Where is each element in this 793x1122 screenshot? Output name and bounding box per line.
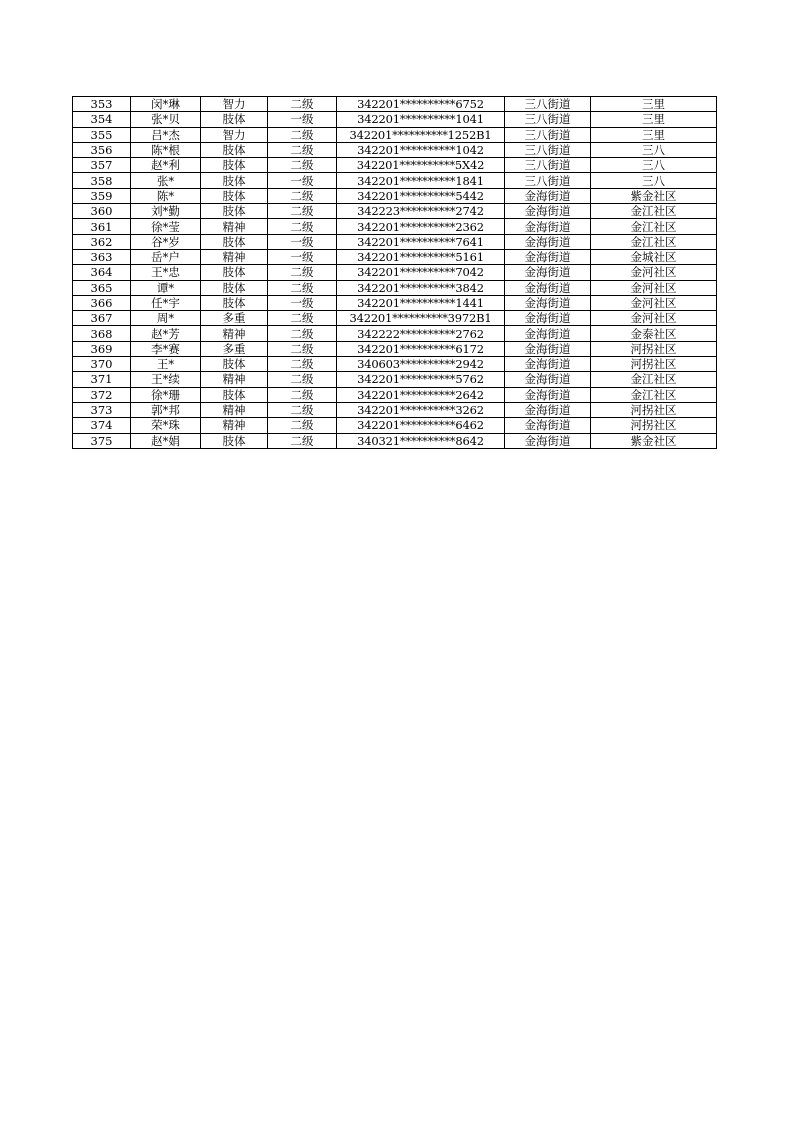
grade-cell: 二级 bbox=[268, 372, 337, 387]
community-cell: 金泰社区 bbox=[591, 326, 717, 341]
seq-no-cell: 369 bbox=[73, 341, 131, 356]
disability-type-cell: 肢体 bbox=[201, 387, 268, 402]
table-row bbox=[73, 97, 717, 112]
seq-no-cell: 364 bbox=[73, 265, 131, 280]
community-cell: 金江社区 bbox=[591, 204, 717, 219]
name-cell: 王*忠 bbox=[131, 265, 201, 280]
disability-type-cell: 肢体 bbox=[201, 158, 268, 173]
grade-cell: 二级 bbox=[268, 341, 337, 356]
name-cell: 张*贝 bbox=[131, 112, 201, 127]
subdistrict-cell: 金海街道 bbox=[505, 188, 591, 203]
seq-no-cell: 363 bbox=[73, 249, 131, 264]
community-cell: 金江社区 bbox=[591, 372, 717, 387]
subdistrict-cell: 金海街道 bbox=[505, 265, 591, 280]
id-number-cell: 342201**********6462 bbox=[337, 418, 505, 433]
community-cell: 金江社区 bbox=[591, 234, 717, 249]
disability-type-cell: 肢体 bbox=[201, 188, 268, 203]
community-cell: 三八 bbox=[591, 142, 717, 157]
community-cell: 河拐社区 bbox=[591, 402, 717, 417]
community-cell: 金江社区 bbox=[591, 387, 717, 402]
table-row bbox=[73, 142, 717, 157]
grade-cell: 一级 bbox=[268, 173, 337, 188]
subdistrict-cell: 金海街道 bbox=[505, 402, 591, 417]
id-number-cell: 342201**********1841 bbox=[337, 173, 505, 188]
community-cell: 金河社区 bbox=[591, 265, 717, 280]
grade-cell: 二级 bbox=[268, 265, 337, 280]
table-row bbox=[73, 341, 717, 356]
seq-no-cell: 374 bbox=[73, 418, 131, 433]
subdistrict-cell: 金海街道 bbox=[505, 311, 591, 326]
disability-type-cell: 多重 bbox=[201, 341, 268, 356]
seq-no-cell: 360 bbox=[73, 204, 131, 219]
grade-cell: 二级 bbox=[268, 326, 337, 341]
name-cell: 任*宇 bbox=[131, 295, 201, 310]
grade-cell: 二级 bbox=[268, 188, 337, 203]
name-cell: 赵*芳 bbox=[131, 326, 201, 341]
grade-cell: 二级 bbox=[268, 142, 337, 157]
seq-no-cell: 371 bbox=[73, 372, 131, 387]
subdistrict-cell: 金海街道 bbox=[505, 357, 591, 372]
id-number-cell: 342201**********1252B1 bbox=[337, 127, 505, 142]
grade-cell: 二级 bbox=[268, 402, 337, 417]
id-number-cell: 342223**********2742 bbox=[337, 204, 505, 219]
roster-sheet bbox=[72, 96, 717, 449]
grade-cell: 二级 bbox=[268, 204, 337, 219]
subdistrict-cell: 金海街道 bbox=[505, 249, 591, 264]
subdistrict-cell: 三八街道 bbox=[505, 158, 591, 173]
id-number-cell: 342201**********2642 bbox=[337, 387, 505, 402]
seq-no-cell: 354 bbox=[73, 112, 131, 127]
grade-cell: 一级 bbox=[268, 112, 337, 127]
seq-no-cell: 367 bbox=[73, 311, 131, 326]
community-cell: 紫金社区 bbox=[591, 188, 717, 203]
table-row bbox=[73, 158, 717, 173]
subdistrict-cell: 金海街道 bbox=[505, 204, 591, 219]
grade-cell: 二级 bbox=[268, 418, 337, 433]
name-cell: 谭* bbox=[131, 280, 201, 295]
community-cell: 金河社区 bbox=[591, 280, 717, 295]
subdistrict-cell: 金海街道 bbox=[505, 341, 591, 356]
community-cell: 三八 bbox=[591, 158, 717, 173]
id-number-cell: 342201**********6752 bbox=[337, 97, 505, 112]
name-cell: 张* bbox=[131, 173, 201, 188]
seq-no-cell: 368 bbox=[73, 326, 131, 341]
table-row bbox=[73, 311, 717, 326]
disability-type-cell: 精神 bbox=[201, 418, 268, 433]
table-row bbox=[73, 387, 717, 402]
grade-cell: 一级 bbox=[268, 249, 337, 264]
table-row bbox=[73, 219, 717, 234]
id-number-cell: 342201**********1042 bbox=[337, 142, 505, 157]
grade-cell: 二级 bbox=[268, 280, 337, 295]
subdistrict-cell: 金海街道 bbox=[505, 234, 591, 249]
community-cell: 紫金社区 bbox=[591, 433, 717, 448]
seq-no-cell: 356 bbox=[73, 142, 131, 157]
name-cell: 赵*娟 bbox=[131, 433, 201, 448]
id-number-cell: 342201**********3972B1 bbox=[337, 311, 505, 326]
disability-type-cell: 肢体 bbox=[201, 357, 268, 372]
table-row bbox=[73, 173, 717, 188]
community-cell: 河拐社区 bbox=[591, 418, 717, 433]
seq-no-cell: 358 bbox=[73, 173, 131, 188]
disability-type-cell: 精神 bbox=[201, 372, 268, 387]
table-row bbox=[73, 372, 717, 387]
grade-cell: 二级 bbox=[268, 158, 337, 173]
seq-no-cell: 355 bbox=[73, 127, 131, 142]
subdistrict-cell: 三八街道 bbox=[505, 173, 591, 188]
subdistrict-cell: 金海街道 bbox=[505, 295, 591, 310]
id-number-cell: 342201**********1441 bbox=[337, 295, 505, 310]
id-number-cell: 342201**********5442 bbox=[337, 188, 505, 203]
disability-type-cell: 智力 bbox=[201, 97, 268, 112]
id-number-cell: 342201**********5161 bbox=[337, 249, 505, 264]
disability-roster-table bbox=[72, 96, 717, 449]
name-cell: 王* bbox=[131, 357, 201, 372]
grade-cell: 二级 bbox=[268, 357, 337, 372]
disability-type-cell: 精神 bbox=[201, 326, 268, 341]
id-number-cell: 342201**********3842 bbox=[337, 280, 505, 295]
table-row bbox=[73, 265, 717, 280]
id-number-cell: 342201**********2362 bbox=[337, 219, 505, 234]
seq-no-cell: 372 bbox=[73, 387, 131, 402]
community-cell: 三里 bbox=[591, 127, 717, 142]
name-cell: 荣*珠 bbox=[131, 418, 201, 433]
table-row bbox=[73, 357, 717, 372]
name-cell: 吕*杰 bbox=[131, 127, 201, 142]
subdistrict-cell: 三八街道 bbox=[505, 97, 591, 112]
disability-type-cell: 肢体 bbox=[201, 173, 268, 188]
community-cell: 金江社区 bbox=[591, 219, 717, 234]
table-row bbox=[73, 295, 717, 310]
grade-cell: 一级 bbox=[268, 234, 337, 249]
table-row bbox=[73, 280, 717, 295]
community-cell: 三里 bbox=[591, 97, 717, 112]
table-row bbox=[73, 418, 717, 433]
disability-type-cell: 精神 bbox=[201, 402, 268, 417]
grade-cell: 二级 bbox=[268, 97, 337, 112]
roster-body bbox=[73, 97, 717, 449]
subdistrict-cell: 金海街道 bbox=[505, 433, 591, 448]
community-cell: 金城社区 bbox=[591, 249, 717, 264]
table-row bbox=[73, 402, 717, 417]
id-number-cell: 342201**********7641 bbox=[337, 234, 505, 249]
disability-type-cell: 肢体 bbox=[201, 112, 268, 127]
table-row bbox=[73, 234, 717, 249]
name-cell: 徐*莹 bbox=[131, 219, 201, 234]
grade-cell: 二级 bbox=[268, 433, 337, 448]
disability-type-cell: 精神 bbox=[201, 249, 268, 264]
table-row bbox=[73, 127, 717, 142]
subdistrict-cell: 金海街道 bbox=[505, 326, 591, 341]
id-number-cell: 340321**********8642 bbox=[337, 433, 505, 448]
disability-type-cell: 肢体 bbox=[201, 142, 268, 157]
name-cell: 闵*琳 bbox=[131, 97, 201, 112]
name-cell: 徐*珊 bbox=[131, 387, 201, 402]
name-cell: 陈*根 bbox=[131, 142, 201, 157]
disability-type-cell: 肢体 bbox=[201, 234, 268, 249]
subdistrict-cell: 金海街道 bbox=[505, 280, 591, 295]
subdistrict-cell: 金海街道 bbox=[505, 387, 591, 402]
id-number-cell: 340603**********2942 bbox=[337, 357, 505, 372]
disability-type-cell: 肢体 bbox=[201, 204, 268, 219]
table-row bbox=[73, 326, 717, 341]
grade-cell: 二级 bbox=[268, 219, 337, 234]
community-cell: 三里 bbox=[591, 112, 717, 127]
grade-cell: 二级 bbox=[268, 387, 337, 402]
table-row bbox=[73, 249, 717, 264]
disability-type-cell: 肢体 bbox=[201, 295, 268, 310]
seq-no-cell: 365 bbox=[73, 280, 131, 295]
disability-type-cell: 肢体 bbox=[201, 433, 268, 448]
subdistrict-cell: 三八街道 bbox=[505, 142, 591, 157]
disability-type-cell: 精神 bbox=[201, 219, 268, 234]
name-cell: 赵*利 bbox=[131, 158, 201, 173]
community-cell: 金河社区 bbox=[591, 295, 717, 310]
seq-no-cell: 366 bbox=[73, 295, 131, 310]
seq-no-cell: 373 bbox=[73, 402, 131, 417]
community-cell: 三八 bbox=[591, 173, 717, 188]
subdistrict-cell: 金海街道 bbox=[505, 418, 591, 433]
seq-no-cell: 357 bbox=[73, 158, 131, 173]
seq-no-cell: 375 bbox=[73, 433, 131, 448]
name-cell: 郭*邦 bbox=[131, 402, 201, 417]
seq-no-cell: 353 bbox=[73, 97, 131, 112]
id-number-cell: 342201**********3262 bbox=[337, 402, 505, 417]
subdistrict-cell: 金海街道 bbox=[505, 372, 591, 387]
subdistrict-cell: 金海街道 bbox=[505, 219, 591, 234]
seq-no-cell: 361 bbox=[73, 219, 131, 234]
table-row bbox=[73, 204, 717, 219]
community-cell: 河拐社区 bbox=[591, 357, 717, 372]
seq-no-cell: 359 bbox=[73, 188, 131, 203]
id-number-cell: 342222**********2762 bbox=[337, 326, 505, 341]
table-row bbox=[73, 433, 717, 448]
community-cell: 金河社区 bbox=[591, 311, 717, 326]
id-number-cell: 342201**********7042 bbox=[337, 265, 505, 280]
disability-type-cell: 多重 bbox=[201, 311, 268, 326]
grade-cell: 二级 bbox=[268, 311, 337, 326]
name-cell: 周* bbox=[131, 311, 201, 326]
disability-type-cell: 肢体 bbox=[201, 280, 268, 295]
name-cell: 陈* bbox=[131, 188, 201, 203]
table-row bbox=[73, 188, 717, 203]
subdistrict-cell: 三八街道 bbox=[505, 112, 591, 127]
community-cell: 河拐社区 bbox=[591, 341, 717, 356]
name-cell: 王*续 bbox=[131, 372, 201, 387]
disability-type-cell: 智力 bbox=[201, 127, 268, 142]
seq-no-cell: 362 bbox=[73, 234, 131, 249]
name-cell: 谷*岁 bbox=[131, 234, 201, 249]
id-number-cell: 342201**********5762 bbox=[337, 372, 505, 387]
name-cell: 李*赛 bbox=[131, 341, 201, 356]
seq-no-cell: 370 bbox=[73, 357, 131, 372]
id-number-cell: 342201**********1041 bbox=[337, 112, 505, 127]
grade-cell: 二级 bbox=[268, 127, 337, 142]
table-row bbox=[73, 112, 717, 127]
subdistrict-cell: 三八街道 bbox=[505, 127, 591, 142]
name-cell: 刘*勤 bbox=[131, 204, 201, 219]
name-cell: 岳*户 bbox=[131, 249, 201, 264]
disability-type-cell: 肢体 bbox=[201, 265, 268, 280]
grade-cell: 一级 bbox=[268, 295, 337, 310]
id-number-cell: 342201**********6172 bbox=[337, 341, 505, 356]
id-number-cell: 342201**********5X42 bbox=[337, 158, 505, 173]
